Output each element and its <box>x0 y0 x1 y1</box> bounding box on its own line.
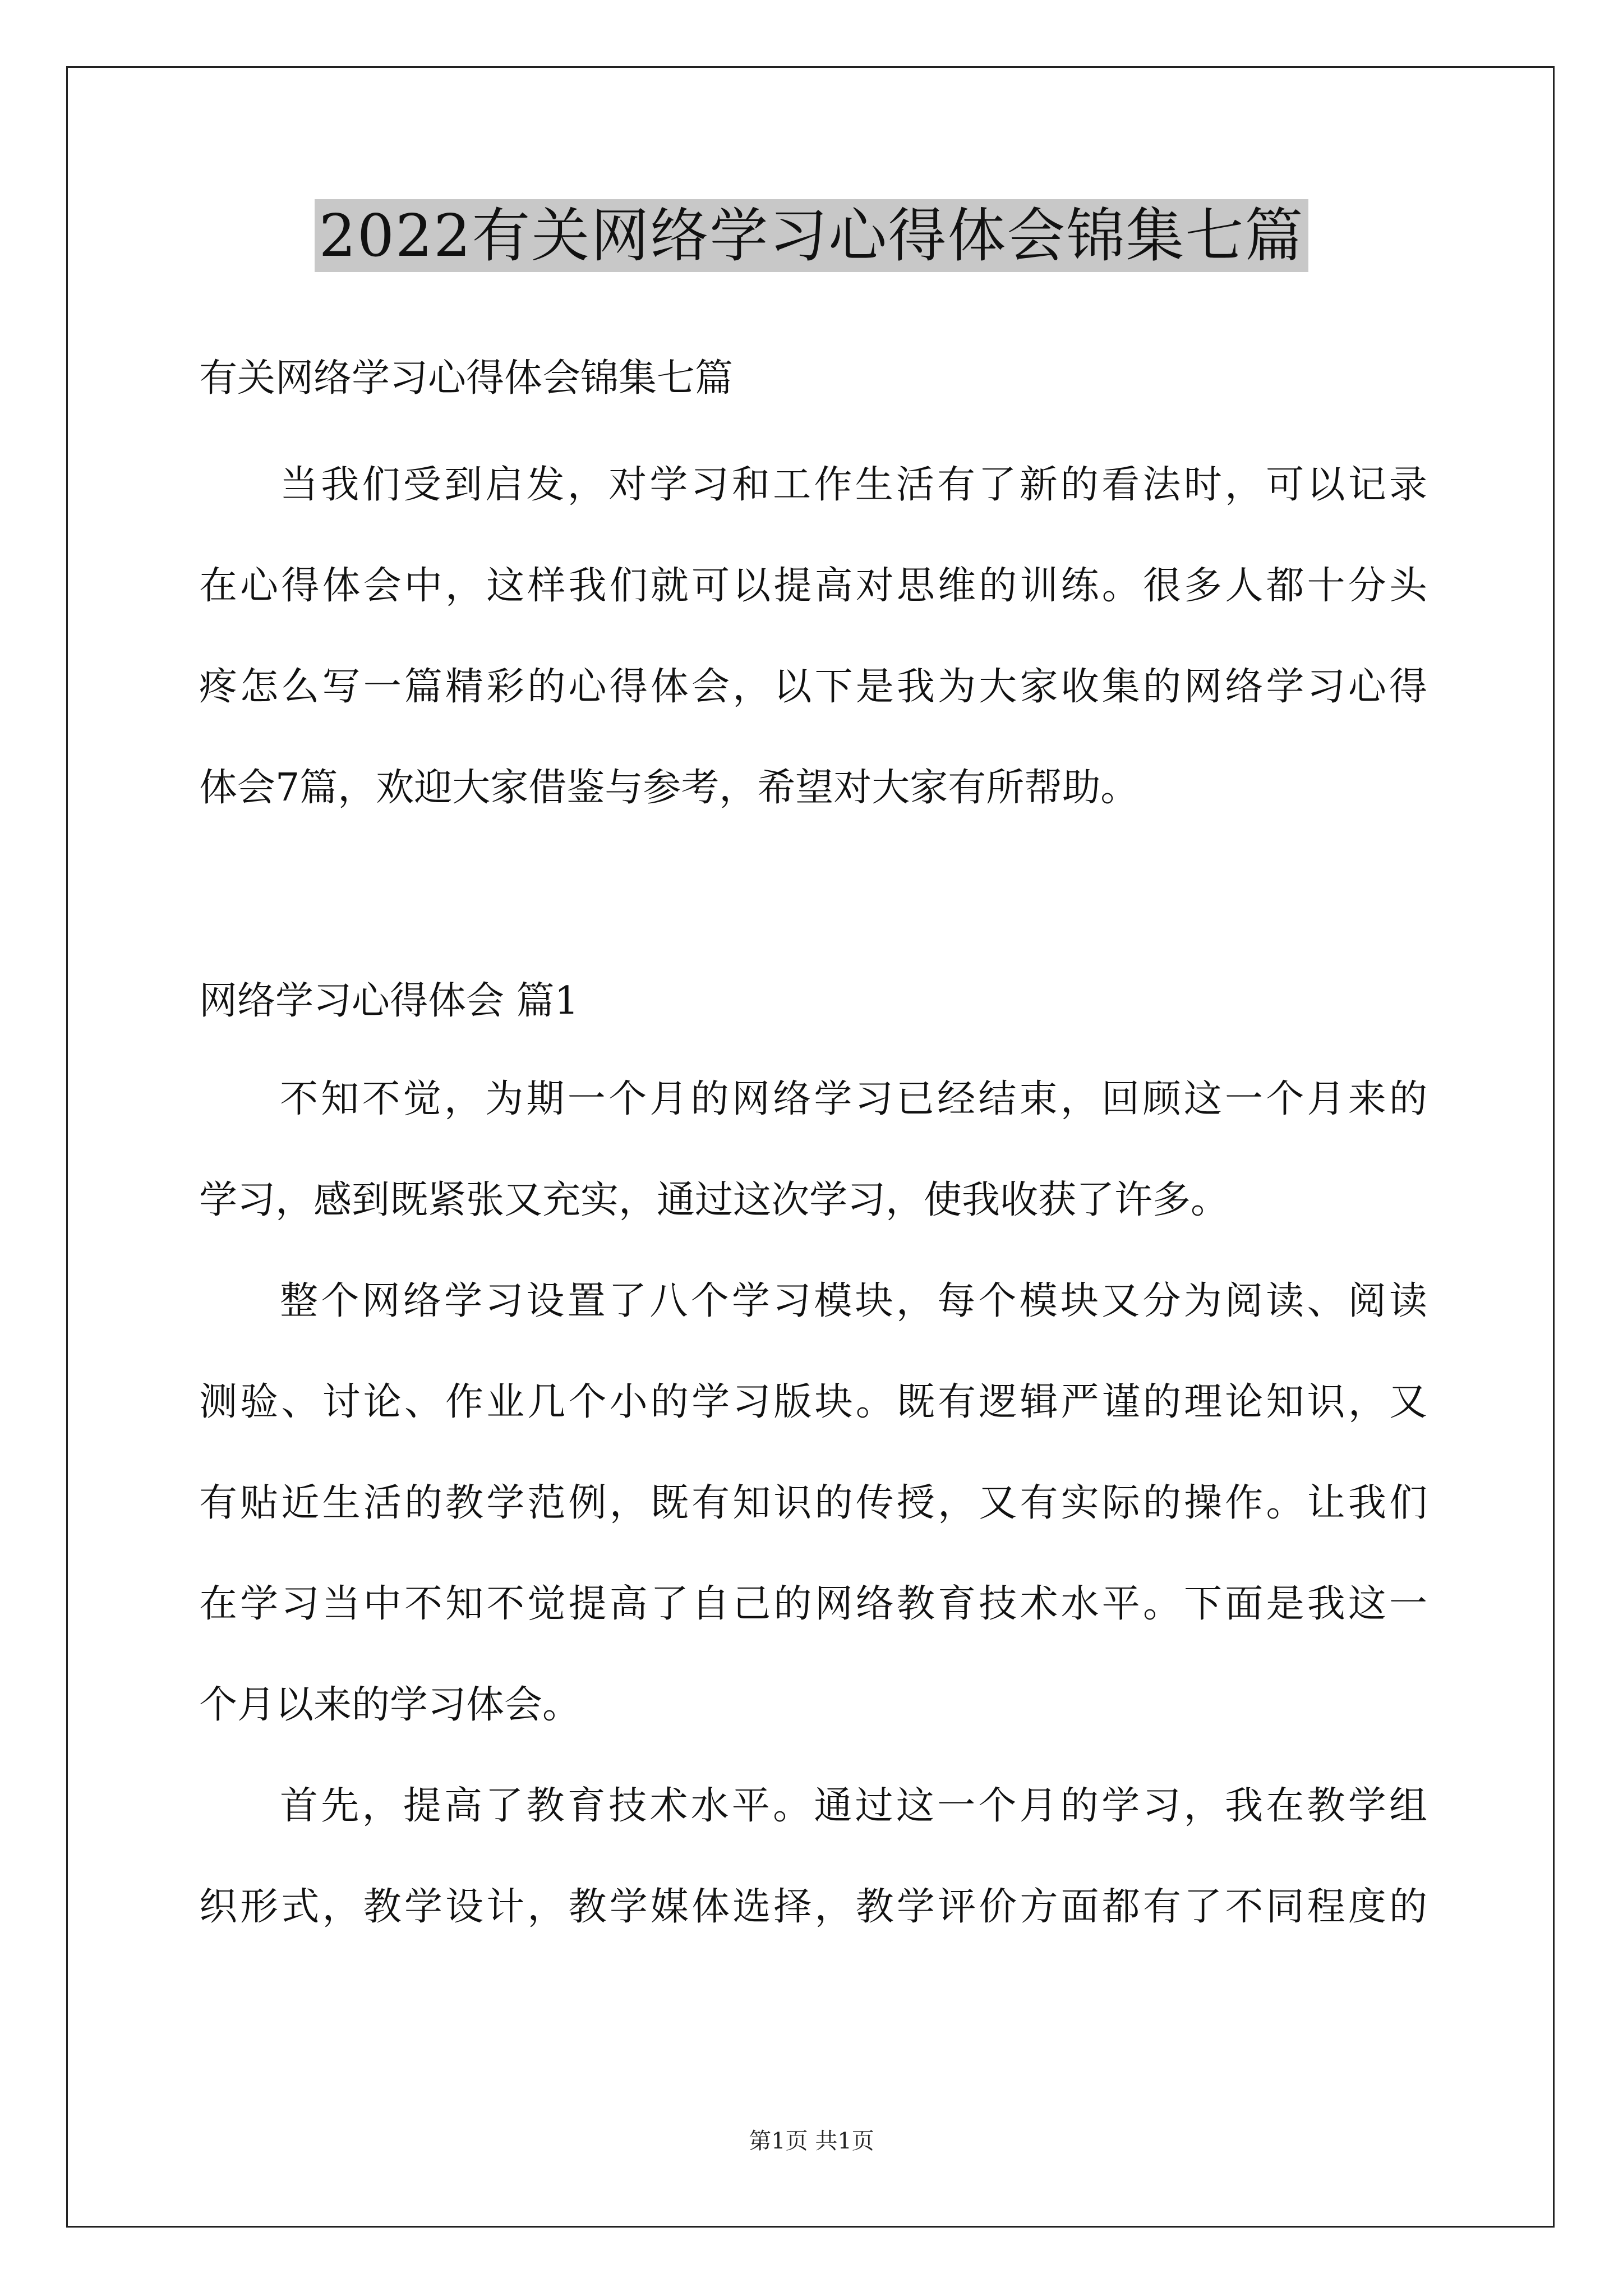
paragraph-line: 当我们受到启发，对学习和工作生活有了新的看法时，可以记录 <box>280 463 1427 507</box>
paragraph-line: 个月以来的学习体会。 <box>199 1683 581 1727</box>
paragraph-line: 整个网络学习设置了八个学习模块，每个模块又分为阅读、阅读 <box>280 1279 1427 1323</box>
paragraph-line: 学习，感到既紧张又充实，通过这次学习，使我收获了许多。 <box>199 1178 1229 1222</box>
section-heading: 网络学习心得体会 篇1 <box>199 979 579 1023</box>
paragraph-line: 测验、讨论、作业几个小的学习版块。既有逻辑严谨的理论知识，又 <box>199 1380 1427 1424</box>
paragraph-line: 疼怎么写一篇精彩的心得体会，以下是我为大家收集的网络学习心得 <box>199 665 1427 709</box>
document-subtitle: 有关网络学习心得体会锦集七篇 <box>199 356 734 401</box>
paragraph-line: 有贴近生活的教学范例，既有知识的传授，又有实际的操作。让我们 <box>199 1481 1427 1525</box>
paragraph-line: 不知不觉，为期一个月的网络学习已经结束，回顾这一个月来的 <box>280 1077 1427 1121</box>
paragraph-line: 体会7篇，欢迎大家借鉴与参考，希望对大家有所帮助。 <box>199 766 1139 810</box>
paragraph-line: 在学习当中不知不觉提高了自己的网络教育技术水平。下面是我这一 <box>199 1582 1427 1626</box>
document-title <box>0 196 1623 275</box>
paragraph-line: 在心得体会中，这样我们就可以提高对思维的训练。很多人都十分头 <box>199 564 1427 608</box>
paragraph-line: 首先，提高了教育技术水平。通过这一个月的学习，我在教学组 <box>280 1784 1427 1828</box>
paragraph-line: 织形式，教学设计，教学媒体选择，教学评价方面都有了不同程度的 <box>199 1885 1427 1929</box>
document-title-text: 2022有关网络学习心得体会锦集七篇 <box>315 199 1309 272</box>
page-footer: 第1页 共1页 <box>749 2128 874 2154</box>
